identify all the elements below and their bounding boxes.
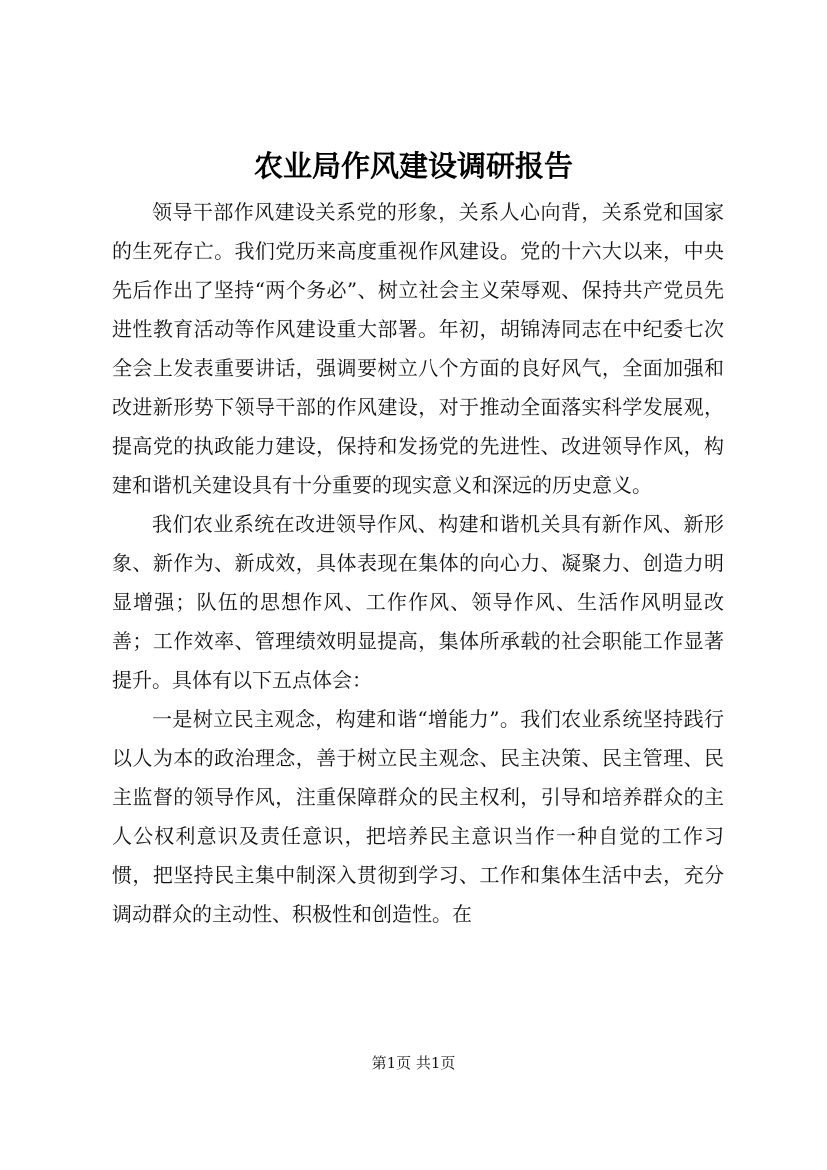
paragraph-1: 领导干部作风建设关系党的形象，关系人心向背，关系党和国家的生死存亡。我们党历来高度重视作风建设。党的十六大以来，中央先后作出了坚持“两个务必”、树立社会主义荣辱观、保持共产党员先进性教育活动等作风建设重大部署。年初，胡锦涛同志在中纪委七次全会上发表重要讲话，强调要树立八个方面的良好风气，全面加强和改进新形势下领导干部的作风建设，对于推动全面落实科学发展观，提高党的执政能力建设，保持和发扬党的先进性、改进领导作风，构建和谐机关建设具有十分重要的现实意义和深远的历史意义。 [112, 200, 724, 497]
paragraph-3: 一是树立民主观念，构建和谐“增能力”。我们农业系统坚持践行以人为本的政治理念，善于树立民主观念、民主决策、民主管理、民主监督的领导作风，注重保障群众的民主权利，引导和培养群众的主人公权利意识及责任意识，把培养民主意识当作一种自觉的工作习惯，把坚持民主集中制深入贯彻到学习、工作和集体生活中去，充分调动群众的主动性、积极性和创造性。在 [112, 707, 724, 926]
document-body [112, 193, 724, 934]
paragraph-2: 我们农业系统在改进领导作风、构建和谐机关具有新作风、新形象、新作为、新成效，具体表现在集体的向心力、凝聚力、创造力明显增强；队伍的思想作风、工作作风、领导作风、生活作风明显改善；工作效率、管理绩效明显提高，集体所承载的社会职能工作显著提升。具体有以下五点体会： [112, 512, 724, 692]
document-title: 农业局作风建设调研报告 [253, 149, 573, 183]
page-number-footer: 第1页 共1页 [371, 1054, 456, 1072]
